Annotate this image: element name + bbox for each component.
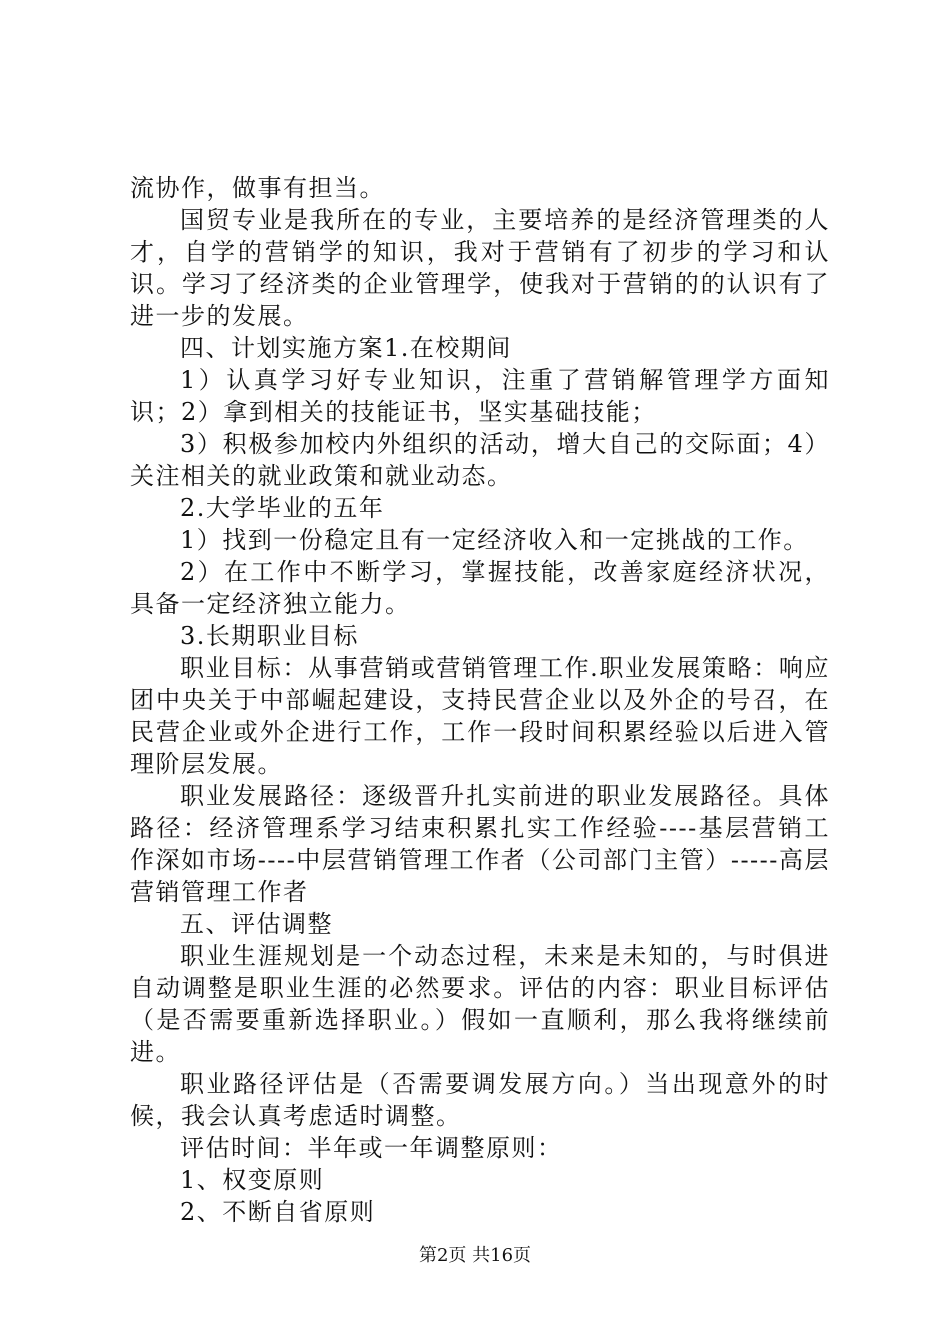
paragraph-17: 2、不断自省原则 (180, 1198, 376, 1226)
paragraph-9: 3.长期职业目标 (180, 622, 359, 650)
paragraph-14: 职业路径评估是（否需要调发展方向。）当出现意外的时候，我会认真考虑适时调整。 (130, 1070, 830, 1130)
paragraph-10: 职业目标：从事营销或营销管理工作.职业发展策略：响应团中央关于中部崛起建设，支持民营企业以及外企的号召，在民营企业或外企进行工作，工作一段时间积累经验以后进入管理阶层发展。 (130, 654, 830, 778)
paragraph-2: 国贸专业是我所在的专业，主要培养的是经济管理类的人才，自学的营销学的知识，我对于营销有了初步的学习和认识。学习了经济类的企业管理学，使我对于营销的的认识有了进一步的发展。 (130, 206, 830, 330)
paragraph-6: 2.大学毕业的五年 (180, 494, 385, 522)
paragraph-13: 职业生涯规划是一个动态过程，未来是未知的，与时俱进自动调整是职业生涯的必然要求。评估的内容：职业目标评估（是否需要重新选择职业。）假如一直顺利，那么我将继续前进。 (130, 942, 830, 1066)
paragraph-7: 1）找到一份稳定且有一定经济收入和一定挑战的工作。 (180, 526, 809, 554)
paragraph-4: 1）认真学习好专业知识，注重了营销解管理学方面知识；2）拿到相关的技能证书，坚实基础技能； (130, 366, 830, 426)
paragraph-11: 职业发展路径：逐级晋升扎实前进的职业发展路径。具体路径：经济管理系学习结束积累扎实工作经验----基层营销工作深如市场----中层营销管理工作者（公司部门主管）-----高层营销管理工作者 (130, 782, 830, 906)
paragraph-1: 流协作，做事有担当。 (130, 174, 385, 202)
paragraph-5: 3）积极参加校内外组织的活动，增大自己的交际面；4）关注相关的就业政策和就业动态。 (130, 430, 830, 490)
paragraph-16: 1、权变原则 (180, 1166, 325, 1194)
page-number-footer: 第2页 共16页 (418, 1245, 532, 1266)
document-body (130, 172, 830, 1228)
paragraph-8: 2）在工作中不断学习，掌握技能，改善家庭经济状况，具备一定经济独立能力。 (130, 558, 830, 618)
paragraph-3: 四、计划实施方案1.在校期间 (180, 334, 512, 362)
paragraph-15: 评估时间：半年或一年调整原则： (180, 1134, 563, 1162)
paragraph-12: 五、评估调整 (180, 910, 333, 938)
